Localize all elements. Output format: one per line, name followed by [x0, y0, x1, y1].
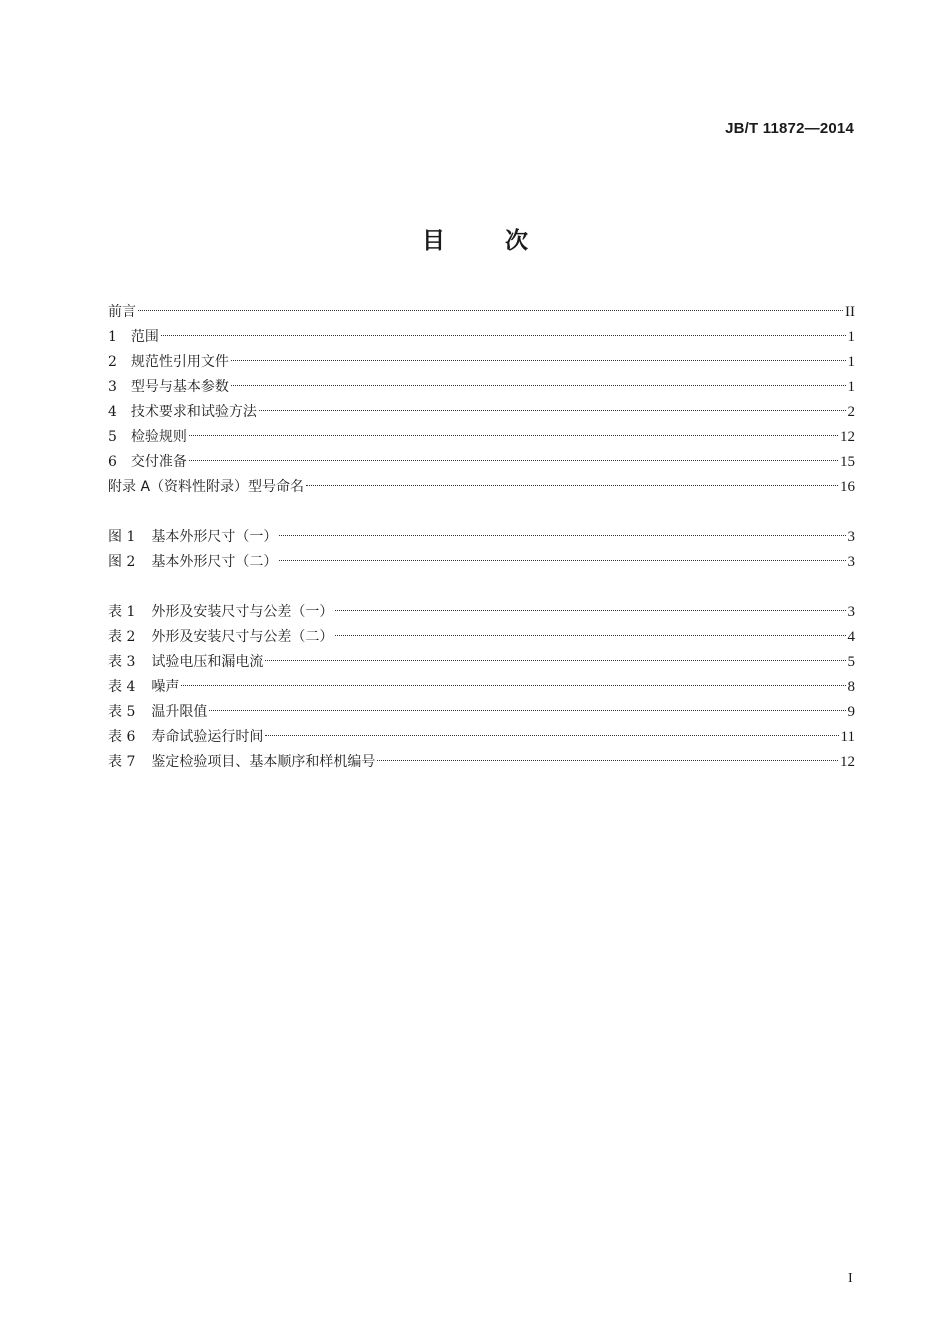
toc-entry-page: 12: [840, 754, 855, 770]
toc-entry[interactable]: [108, 750, 855, 775]
toc-entry-title: 技术要求和试验方法: [130, 404, 257, 420]
dot-leader: [377, 760, 838, 761]
toc-entry-number: 3: [108, 379, 117, 395]
toc-entry-title: 范围: [130, 329, 159, 345]
toc-entry-title: 外形及安装尺寸与公差（一）: [151, 604, 334, 620]
toc-entry-page: 1: [847, 379, 855, 395]
toc-entry-page: 15: [840, 454, 855, 470]
toc-entry-title: 试验电压和漏电流: [151, 654, 264, 670]
toc-entry-title: 鉴定检验项目、基本顺序和样机编号: [151, 754, 376, 770]
toc-entry-page: 16: [840, 479, 855, 495]
toc-entry-number: 图 2: [108, 554, 136, 570]
dot-leader: [306, 485, 838, 486]
toc-entry[interactable]: [108, 300, 855, 325]
dot-leader: [279, 560, 845, 561]
dot-leader: [161, 335, 846, 336]
dot-leader: [181, 685, 845, 686]
toc-entry[interactable]: [108, 450, 855, 475]
toc-entry-title: 基本外形尺寸（二）: [151, 554, 278, 570]
toc-entry-title: 基本外形尺寸（一）: [151, 529, 278, 545]
dot-leader: [335, 635, 845, 636]
dot-leader: [265, 735, 838, 736]
toc-entry-title: 附录 A（资料性附录）型号命名: [108, 479, 305, 495]
toc-entry-page: 11: [840, 729, 855, 745]
toc-entry-number: 表 7: [108, 754, 136, 770]
toc-entry-title: 噪声: [151, 679, 180, 695]
page-number: I: [848, 1271, 853, 1286]
toc-sections-list: [108, 300, 855, 500]
toc-entry-page: 12: [840, 429, 855, 445]
toc-entry[interactable]: [108, 675, 855, 700]
toc-entry-page: 9: [847, 704, 855, 720]
toc-entry-number: 6: [108, 454, 117, 470]
dot-leader: [231, 360, 846, 361]
toc-entry-page: 8: [847, 679, 855, 695]
dot-leader: [189, 435, 838, 436]
dot-leader: [231, 385, 846, 386]
toc-entry-number: 2: [108, 354, 117, 370]
toc-tables-list: [108, 600, 855, 775]
toc-entry[interactable]: [108, 350, 855, 375]
dot-leader: [209, 710, 845, 711]
toc-entry[interactable]: [108, 325, 855, 350]
toc-entry-page: 3: [847, 604, 855, 620]
toc-entry-title: 前言: [108, 304, 136, 320]
toc-title: [0, 222, 950, 255]
toc-entry-title: 外形及安装尺寸与公差（二）: [151, 629, 334, 645]
toc-entry-number: 表 2: [108, 629, 136, 645]
toc-title-char-1: 目: [422, 228, 445, 254]
toc-entry-number: 1: [108, 329, 117, 345]
toc-entry-page: 1: [847, 354, 855, 370]
toc-entry-number: 表 5: [108, 704, 136, 720]
toc-entry-page: 1: [847, 329, 855, 345]
dot-leader: [189, 460, 838, 461]
toc-entry-title: 检验规则: [130, 429, 187, 445]
toc-entry-title: 寿命试验运行时间: [151, 729, 264, 745]
toc-entry-page: 3: [847, 554, 855, 570]
toc-entry[interactable]: [108, 525, 855, 550]
toc-entry-title: 规范性引用文件: [130, 354, 229, 370]
dot-leader: [279, 535, 845, 536]
toc-entry[interactable]: [108, 475, 855, 500]
dot-leader: [265, 660, 845, 661]
toc-title-char-2: 次: [505, 228, 528, 254]
toc-entry[interactable]: [108, 725, 855, 750]
toc-entry[interactable]: [108, 400, 855, 425]
toc-entry[interactable]: [108, 550, 855, 575]
toc-entry-title: 型号与基本参数: [130, 379, 229, 395]
toc-entry-number: 表 6: [108, 729, 136, 745]
toc-entry-title: 温升限值: [151, 704, 208, 720]
toc-entry[interactable]: [108, 650, 855, 675]
toc-figures-list: [108, 525, 855, 575]
toc-entry-number: 表 1: [108, 604, 136, 620]
toc-entry[interactable]: [108, 600, 855, 625]
dot-leader: [259, 410, 846, 411]
toc-entry-number: 表 4: [108, 679, 136, 695]
toc-entry[interactable]: [108, 625, 855, 650]
toc-entry-page: 2: [847, 404, 855, 420]
toc-entry-number: 图 1: [108, 529, 136, 545]
toc-entry-number: 5: [108, 429, 117, 445]
toc-entry[interactable]: [108, 425, 855, 450]
toc-entry-number: 表 3: [108, 654, 136, 670]
toc-entry[interactable]: [108, 375, 855, 400]
toc-entry[interactable]: [108, 700, 855, 725]
toc-entry-page: 5: [847, 654, 855, 670]
toc-entry-number: 4: [108, 404, 117, 420]
toc-entry-page: 3: [847, 529, 855, 545]
document-code: JB/T 11872—2014: [725, 120, 854, 137]
dot-leader: [335, 610, 845, 611]
toc-entry-title: 交付准备: [130, 454, 187, 470]
toc-entry-page: II: [845, 304, 855, 320]
toc-entry-page: 4: [847, 629, 855, 645]
dot-leader: [138, 310, 843, 311]
